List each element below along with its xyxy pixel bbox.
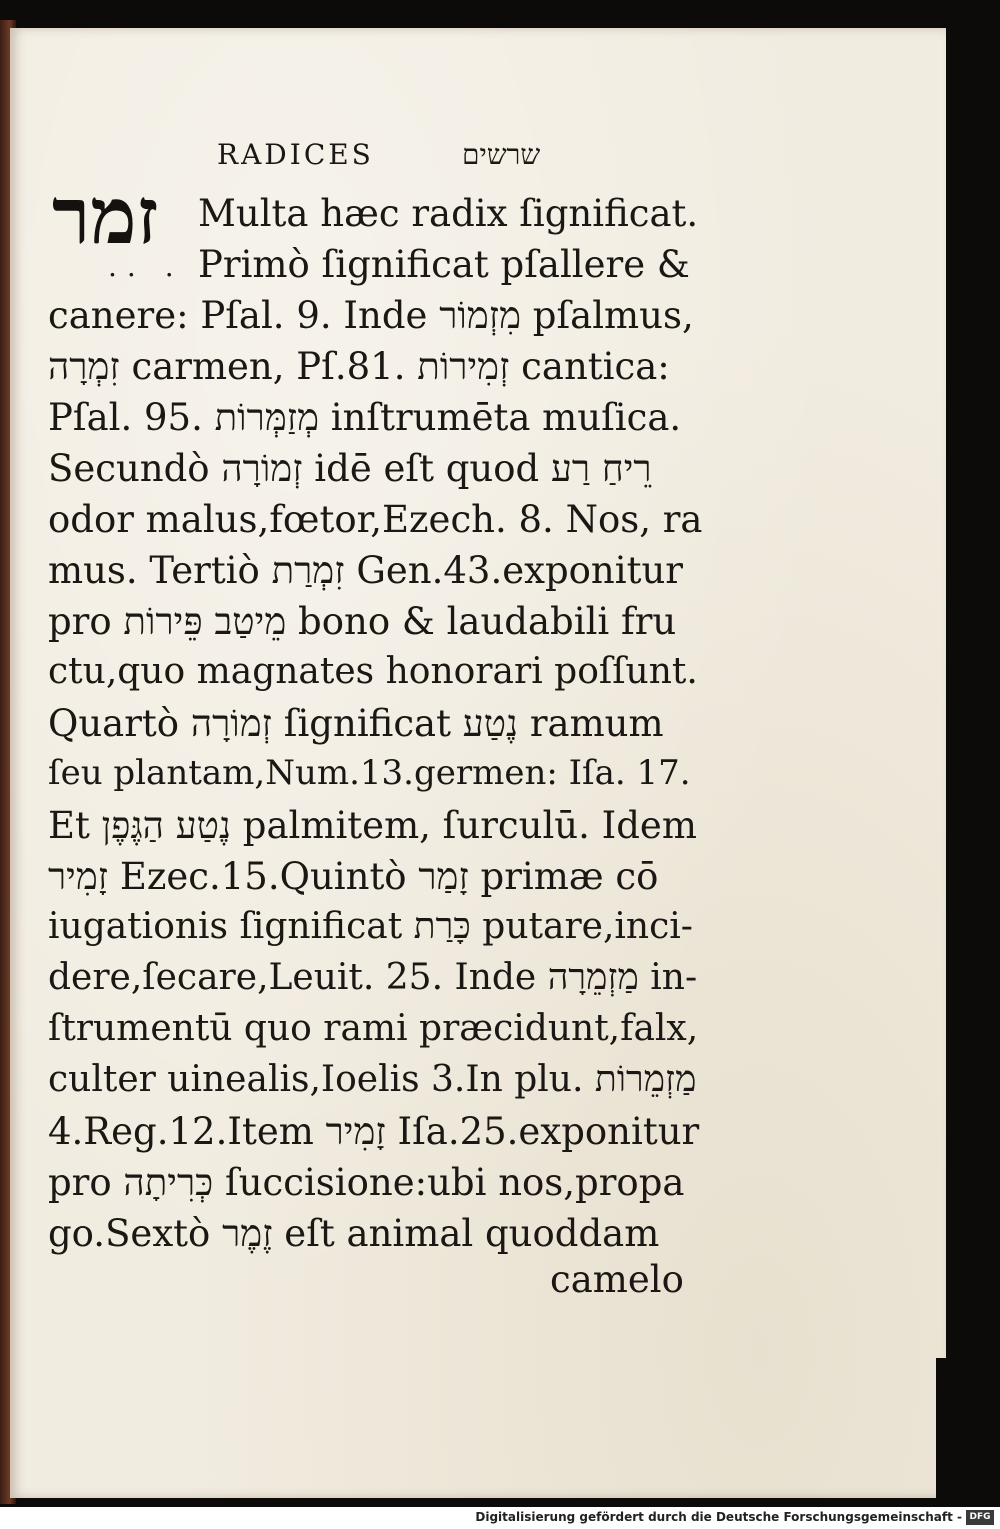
text-line: ſeu plantam,Num.13.germen: Iſa. 17. [48,753,691,793]
text-line: Quartò זְמוֹרָה ſignificat נֶטַע ramum [48,702,664,745]
text-line: זָמִיר Ezec.15.Quintò זָמַר primæ cō [48,855,659,898]
text-line: go.Sextò זֶמֶר eſt animal quoddam [48,1212,660,1255]
running-head-latin: RADICES [217,138,374,171]
text-line: Et נֶטַע הַגֶּפֶן palmitem, ſurculū. Idem [48,804,697,847]
text-line: culter uinealis,Ioelis 3.In plu. מַזְמֵרוֹת [48,1059,697,1100]
dfg-logo: DFG [966,1510,994,1525]
text-line: odor malus,fœtor,Ezech. 8. Nos, ra [48,498,703,541]
text-line: ſtrumentū quo rami præcidunt,falx, [48,1008,699,1049]
text-line: Secundò זְמוֹרָה idē eſt quod רֵיחַ רַע [48,447,652,490]
text-line: pro כְּרִיתָה ſuccisione:ubi nos,propa [48,1161,685,1204]
text-line: ctu,quo magnates honorari poſſunt. [48,651,698,692]
text-line: זִמְרָה carmen, Pſ.81. זְמִירוֹת cantica: [48,345,670,388]
catchword: camelo [550,1258,684,1301]
running-head-hebrew: שרשים [462,138,541,171]
text-line: pro מֵיטַב פֵּירוֹת bono & laudabili fru [48,600,677,643]
text-line: 4.Reg.12.Item זָמִיר Iſa.25.exponitur [48,1110,700,1153]
text-line: dere,ſecare,Leuit. 25. Inde מַזְמֵרָה in- [48,957,698,998]
text-line: mus. Tertiò זִמְרַת Gen.43.exponitur [48,549,683,592]
text-line: Primò ſignificat pſallere & [198,243,690,286]
footer-bar [0,1507,1000,1529]
text-line: iugationis ſignificat כָּרַת putare,inci- [48,906,693,947]
text-line: Multa hæc radix ſignificat. [198,192,699,235]
headword-vowel-points: .. . [108,250,184,283]
funding-credit: Digitalisierung gefördert durch die Deutsche Forschungsgemeinschaft - [475,1510,962,1524]
entry-headword-hebrew: זמר [52,171,159,262]
text-line: Pſal. 95. מְזַמְּרוֹת inſtrumēta muſica. [48,396,682,439]
text-line: canere: Pſal. 9. Inde מִזְמוֹר pſalmus, [48,294,694,337]
